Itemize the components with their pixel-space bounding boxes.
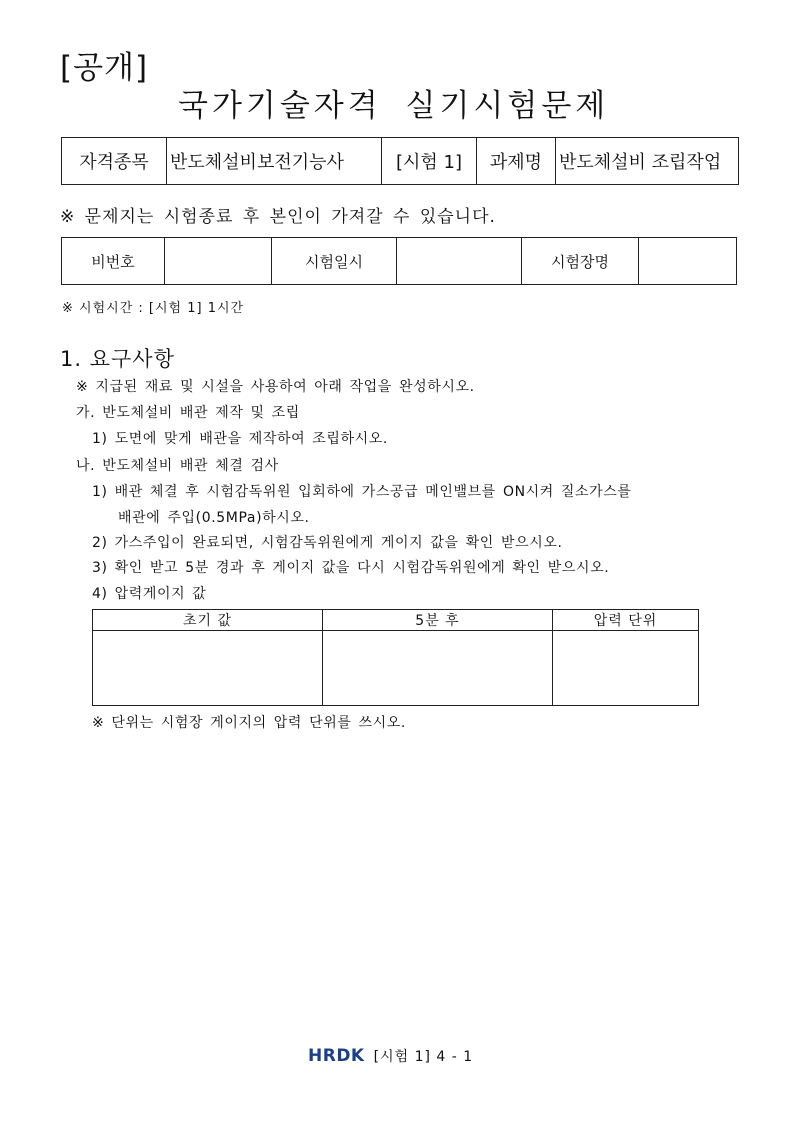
exam-datetime-field[interactable] <box>397 238 522 285</box>
page-footer <box>308 1046 473 1066</box>
secret-number-label: 비번호 <box>62 238 165 285</box>
exam-site-field[interactable] <box>639 238 737 285</box>
qualification-info-table <box>61 137 739 185</box>
initial-value-header: 초기 값 <box>93 610 323 631</box>
item-b-step-4: 4) 압력게이지 값 <box>92 586 207 602</box>
pressure-unit-field[interactable] <box>553 631 699 706</box>
task-label: 과제명 <box>477 138 556 185</box>
after-5min-field[interactable] <box>323 631 553 706</box>
item-b-title: 나. 반도체설비 배관 체결 검사 <box>76 458 279 474</box>
candidate-info-table <box>61 237 737 285</box>
unit-note: ※ 단위는 시험장 게이지의 압력 단위를 쓰시오. <box>92 715 406 731</box>
notice-text: ※ 문제지는 시험종료 후 본인이 가져갈 수 있습니다. <box>60 207 496 227</box>
after-5min-header: 5분 후 <box>323 610 553 631</box>
item-b-step-1: 1) 배관 체결 후 시험감독위원 입회하에 가스공급 메인밸브를 ON시켜 질소가스를 <box>92 484 632 500</box>
exam-number: [시험 1] <box>382 138 477 185</box>
exam-site-label: 시험장명 <box>522 238 639 285</box>
document-title: 국가기술자격 실기시험문제 <box>178 88 610 124</box>
section-title: 1. 요구사항 <box>60 347 175 371</box>
qualification-label: 자격종목 <box>62 138 167 185</box>
secret-number-field[interactable] <box>165 238 272 285</box>
public-badge: [공개] <box>60 50 149 86</box>
item-b-step-3: 3) 확인 받고 5분 경과 후 게이지 값을 다시 시험감독위원에게 확인 받으시오. <box>92 560 610 576</box>
task-value: 반도체설비 조립작업 <box>556 138 739 185</box>
item-a-title: 가. 반도체설비 배관 제작 및 조립 <box>76 405 300 421</box>
item-a-step-1: 1) 도면에 맞게 배관을 제작하여 조립하시오. <box>92 431 388 447</box>
hrdk-logo: HRDK <box>308 1046 365 1066</box>
item-b-step-1-continued: 배관에 주입(0.5MPa)하시오. <box>118 510 310 526</box>
exam-time: ※ 시험시간 : [시험 1] 1시간 <box>62 301 245 316</box>
pressure-gauge-table <box>92 609 699 706</box>
requirements-intro: ※ 지급된 재료 및 시설을 사용하여 아래 작업을 완성하시오. <box>76 379 475 395</box>
page-number: [시험 1] 4 - 1 <box>373 1049 474 1065</box>
pressure-unit-header: 압력 단위 <box>553 610 699 631</box>
exam-datetime-label: 시험일시 <box>272 238 397 285</box>
item-b-step-2: 2) 가스주입이 완료되면, 시험감독위원에게 게이지 값을 확인 받으시오. <box>92 535 563 551</box>
qualification-value: 반도체설비보전기능사 <box>167 138 382 185</box>
initial-value-field[interactable] <box>93 631 323 706</box>
